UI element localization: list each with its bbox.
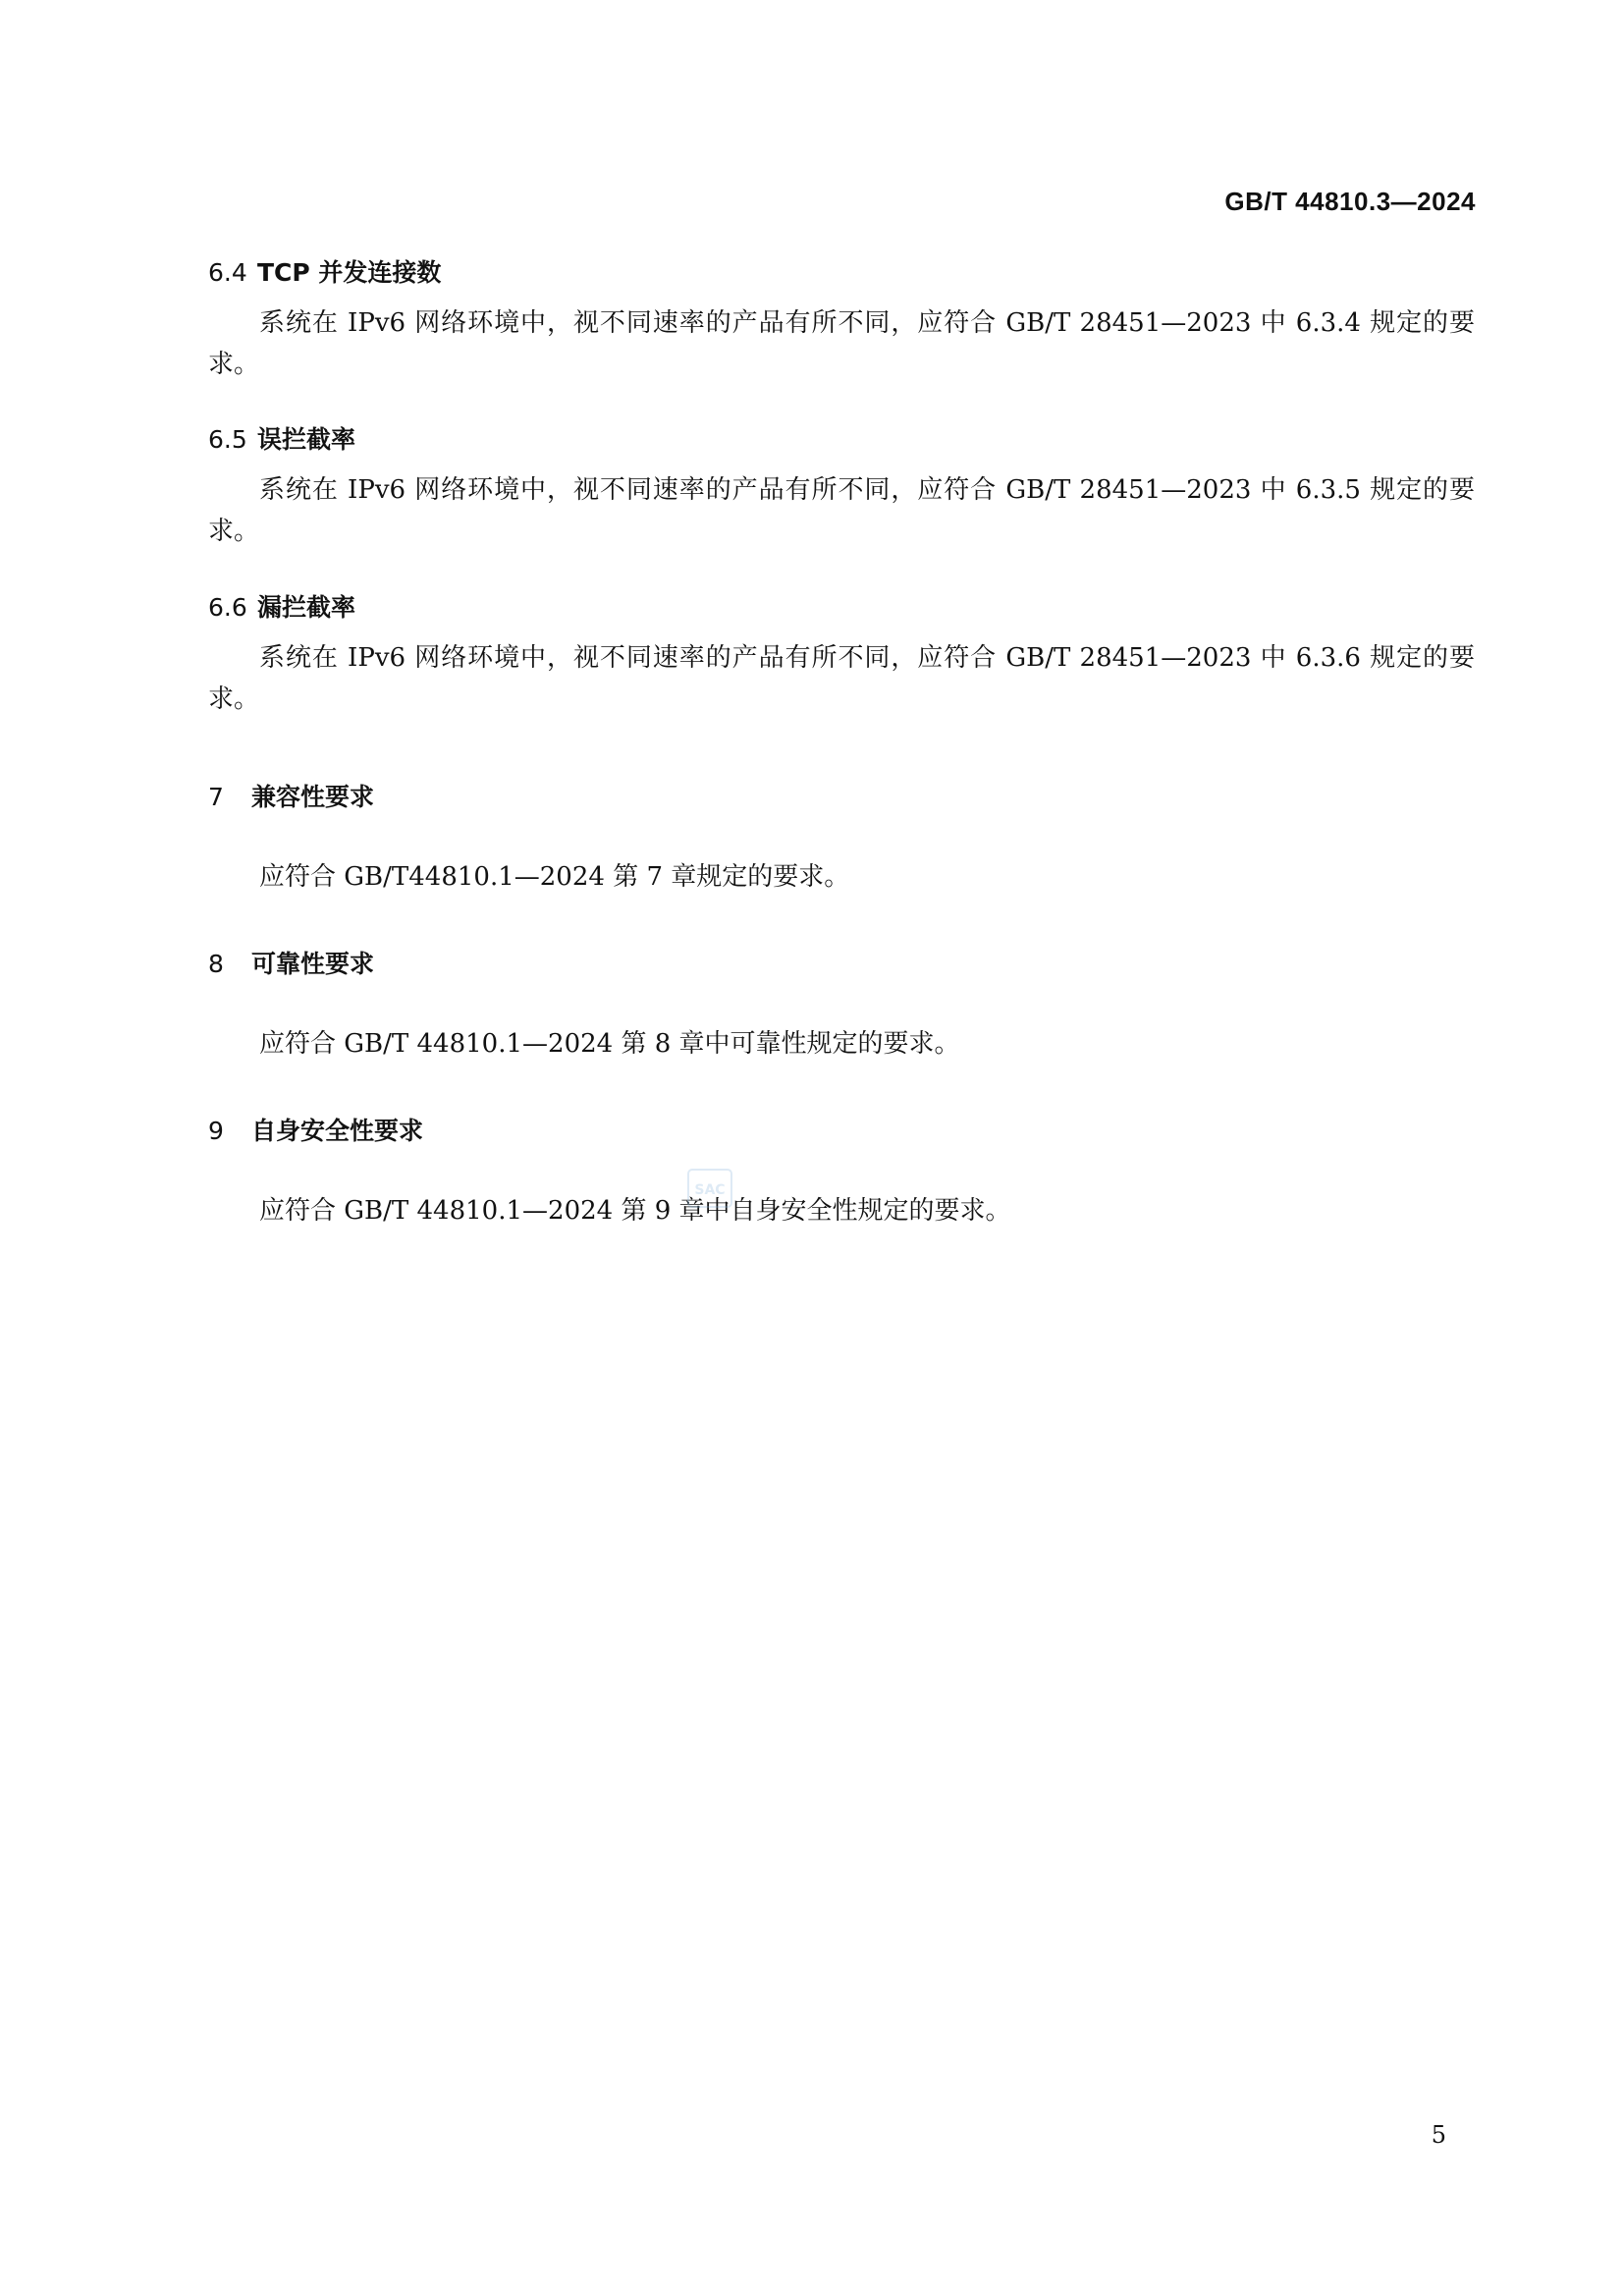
section-number: 9 xyxy=(208,1117,224,1145)
section-heading xyxy=(208,1116,1475,1147)
page-number: 5 xyxy=(1431,2121,1446,2149)
section-body: 应符合 GB/T44810.1—2024 第 7 章规定的要求。 xyxy=(259,862,850,892)
section-body: 系统在 IPv6 网络环境中，视不同速率的产品有所不同，应符合 GB/T 28451—2023 中 6.3.6 规定的要求。 xyxy=(208,643,1475,714)
section-9 xyxy=(208,1116,1475,1231)
section-title: 误拦截率 xyxy=(257,425,356,454)
section-heading xyxy=(208,949,1475,980)
section-6-4 xyxy=(208,257,1475,385)
section-8 xyxy=(208,949,1475,1065)
section-7 xyxy=(208,782,1475,898)
section-heading xyxy=(208,782,1475,813)
section-number: 6.4 xyxy=(208,258,247,287)
svg-text:SAC: SAC xyxy=(694,1182,726,1198)
section-title: 兼容性要求 xyxy=(251,783,375,811)
section-heading xyxy=(208,257,1475,289)
standard-id-header: GB/T 44810.3—2024 xyxy=(1224,187,1476,216)
section-number: 7 xyxy=(208,783,224,811)
section-title: TCP 并发连接数 xyxy=(257,258,442,287)
sac-watermark-logo xyxy=(687,1169,732,1208)
section-title: 自身安全性要求 xyxy=(251,1117,424,1145)
section-number: 8 xyxy=(208,950,224,978)
section-body: 系统在 IPv6 网络环境中，视不同速率的产品有所不同，应符合 GB/T 28451—2023 中 6.3.5 规定的要求。 xyxy=(208,475,1475,546)
section-body: 应符合 GB/T 44810.1—2024 第 8 章中可靠性规定的要求。 xyxy=(259,1029,960,1059)
section-title: 漏拦截率 xyxy=(257,593,356,622)
section-body: 系统在 IPv6 网络环境中，视不同速率的产品有所不同，应符合 GB/T 28451—2023 中 6.3.4 规定的要求。 xyxy=(208,308,1475,379)
section-number: 6.5 xyxy=(208,425,247,454)
section-6-6 xyxy=(208,592,1475,720)
section-number: 6.6 xyxy=(208,593,247,622)
section-heading xyxy=(208,424,1475,456)
section-body: 应符合 GB/T 44810.1—2024 第 9 章中自身安全性规定的要求。 xyxy=(259,1196,1011,1226)
section-heading xyxy=(208,592,1475,624)
section-title: 可靠性要求 xyxy=(251,950,375,978)
section-6-5 xyxy=(208,424,1475,552)
